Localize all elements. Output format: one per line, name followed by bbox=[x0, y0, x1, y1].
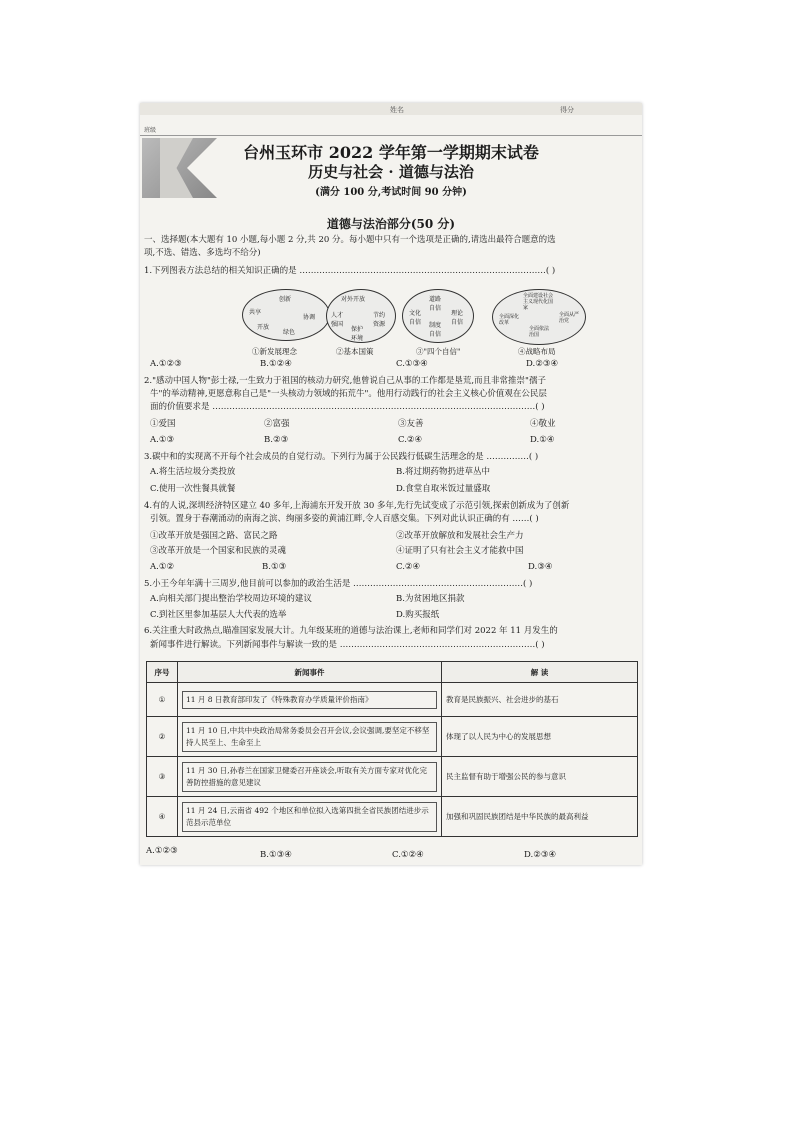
q3-option-b: B.将过期药物扔进草丛中 bbox=[396, 467, 490, 477]
q3-option-c: C.使用一次性餐具就餐 bbox=[150, 484, 236, 494]
row-no: ④ bbox=[147, 797, 178, 837]
instructions-line2: 项,不选、错选、多选均不给分) bbox=[144, 248, 261, 258]
q4-item-3: ③改革开放是一个国家和民族的灵魂 bbox=[150, 546, 287, 556]
q4-option-c: C.②④ bbox=[396, 562, 421, 572]
instructions-line1: 一、选择题(本大题有 10 小题,每小题 2 分,共 20 分。每小题中只有一个选项是正确的,请选出最符合题意的选 bbox=[144, 235, 556, 245]
score-label: 得分 bbox=[560, 106, 574, 114]
q6-line2: 新闻事件进行解读。下列新闻事件与解读一致的是 ……………………………………………………………( ) bbox=[150, 640, 545, 650]
q2-option-a: A.①③ bbox=[150, 435, 175, 445]
q1-caption-1: ①新发展理念 bbox=[252, 347, 297, 356]
row-no: ① bbox=[147, 683, 178, 717]
q4-line2: 引领。置身于春潮涌动的南海之滨、绚丽多姿的黄浦江畔,令人百感交集。下列对此认识正确的有 ……( ) bbox=[150, 514, 539, 524]
q4-line1: 4.有的人说,深圳经济特区建立 40 多年,上海浦东开发开放 30 多年,先行先试变成了示范引领,探索创新成为了创新 bbox=[144, 501, 570, 511]
row-no: ② bbox=[147, 717, 178, 757]
q1-caption-2: ②基本国策 bbox=[336, 347, 374, 356]
q2-option-d: D.①④ bbox=[530, 435, 555, 445]
table-row bbox=[147, 717, 638, 757]
q5-option-b: B.为贫困地区捐款 bbox=[396, 594, 465, 604]
q4-item-2: ②改革开放解放和发展社会生产力 bbox=[396, 531, 524, 541]
q1-caption-3: ③"四个自信" bbox=[416, 347, 461, 356]
exam-subject: 历史与社会 · 道德与法治 bbox=[308, 163, 474, 181]
row-note: 教育是民族振兴、社会进步的基石 bbox=[442, 683, 638, 717]
q2-item-3: ③友善 bbox=[398, 419, 424, 429]
q2-line1: 2."感动中国人物"彭士禄,一生致力于祖国的核动力研究,他曾说自己从事的工作都是垦荒,而且非常推崇"孺子 bbox=[144, 376, 546, 386]
row-event: 11 月 10 日,中共中央政治局常务委员会召开会议,会议强调,要坚定不移坚持人民至上、生命至上 bbox=[178, 717, 442, 757]
q6-option-d: D.②③④ bbox=[524, 850, 557, 860]
header-lines bbox=[140, 123, 642, 136]
q1-option-c: C.①③④ bbox=[396, 359, 428, 369]
q1-caption-4: ④战略布局 bbox=[518, 347, 556, 356]
q2-item-2: ②富强 bbox=[264, 419, 290, 429]
q4-option-b: B.①③ bbox=[262, 562, 287, 572]
q4-item-1: ①改革开放是强国之路、富民之路 bbox=[150, 531, 278, 541]
q2-line2: 牛"的举动精神,更愿意称自己是"一头核动力领域的拓荒牛"。他用行动践行的社会主义核心价值观在公民层 bbox=[150, 389, 547, 399]
q4-option-a: A.①② bbox=[150, 562, 175, 572]
exam-note: (满分 100 分,考试时间 90 分钟) bbox=[315, 187, 467, 198]
q2-item-4: ④敬业 bbox=[530, 419, 556, 429]
q3-option-a: A.将生活垃圾分类投放 bbox=[150, 467, 236, 477]
q2-option-b: B.②③ bbox=[264, 435, 289, 445]
q2-line3: 面的价值要求是 ……………………………………………………………………………………………………( ) bbox=[150, 402, 545, 412]
q5-stem: 5.小王今年年满十三周岁,他目前可以参加的政治生活是 ……………………………………………………( ) bbox=[144, 579, 533, 589]
row-event: 11 月 30 日,孙春兰在国家卫健委召开座谈会,听取有关方面专家对优化完善防控措施的意见建议 bbox=[178, 757, 442, 797]
q1-diagram-1: 创新 共享 协调 开放 绿色 bbox=[242, 289, 330, 341]
row-note: 民主监督有助于增强公民的参与意识 bbox=[442, 757, 638, 797]
q6-option-a: A.①②③ bbox=[146, 846, 178, 856]
news-table bbox=[146, 661, 638, 837]
q6-option-b: B.①③④ bbox=[260, 850, 292, 860]
q1-diagram-4: 全面建设社会主义现代化国家 全面深化改革 全面从严治党 全面依法治国 bbox=[492, 289, 586, 345]
q2-item-1: ①爱国 bbox=[150, 419, 176, 429]
row-event: 11 月 8 日教育部印发了《特殊教育办学质量评价指南》 bbox=[178, 683, 442, 717]
q3-stem: 3.碳中和的实现离不开每个社会成员的自觉行动。下列行为属于公民践行低碳生活理念的是 ……………( ) bbox=[144, 452, 539, 462]
table-row bbox=[147, 797, 638, 837]
name-label: 姓名 bbox=[390, 106, 404, 114]
exam-sheet bbox=[140, 103, 642, 865]
table-row bbox=[147, 757, 638, 797]
exam-title: 台州玉环市 2022 学年第一学期期末试卷 bbox=[243, 143, 539, 162]
q4-item-4: ④证明了只有社会主义才能救中国 bbox=[396, 546, 524, 556]
q2-option-c: C.②④ bbox=[398, 435, 423, 445]
q1-option-b: B.①②④ bbox=[260, 359, 292, 369]
q5-option-a: A.向相关部门提出整治学校周边环境的建议 bbox=[150, 594, 312, 604]
q6-option-c: C.①②④ bbox=[392, 850, 424, 860]
top-strip bbox=[140, 103, 642, 115]
section-title: 道德与法治部分(50 分) bbox=[326, 217, 456, 231]
q3-option-d: D.食堂自取米饭过量盛取 bbox=[396, 484, 491, 494]
q6-line1: 6.关注重大时政热点,瞄准国家发展大计。九年级某班的道德与法治课上,老师和同学们对 2022 年 11 月发生的 bbox=[144, 626, 558, 636]
q1-option-a: A.①②③ bbox=[150, 359, 182, 369]
table-row bbox=[147, 683, 638, 717]
col-header-no: 序号 bbox=[147, 662, 178, 683]
row-note: 体现了以人民为中心的发展思想 bbox=[442, 717, 638, 757]
col-header-event: 新闻事件 bbox=[178, 662, 442, 683]
row-no: ③ bbox=[147, 757, 178, 797]
q1-diagram-3: 道路自信 文化自信 理论自信 制度自信 bbox=[402, 289, 474, 343]
q1-diagram-2: 对外开放 人才强国 节约资源 保护环境 bbox=[326, 289, 396, 343]
q1-stem: 1.下列图表方法总结的相关知识正确的是 ……………………………………………………………………………( ) bbox=[144, 266, 556, 276]
table-header-row bbox=[147, 662, 638, 683]
q4-option-d: D.③④ bbox=[528, 562, 553, 572]
row-event: 11 月 24 日,云南省 492 个地区和单位拟入选第四批全省民族团结进步示范县示范单位 bbox=[178, 797, 442, 837]
q5-option-c: C.到社区里参加基层人大代表的选举 bbox=[150, 610, 287, 620]
col-header-note: 解 读 bbox=[442, 662, 638, 683]
q1-option-d: D.②③④ bbox=[526, 359, 559, 369]
q5-option-d: D.购买报纸 bbox=[396, 610, 440, 620]
class-label: 班级 bbox=[144, 127, 157, 134]
row-note: 加强和巩固民族团结是中华民族的最高利益 bbox=[442, 797, 638, 837]
